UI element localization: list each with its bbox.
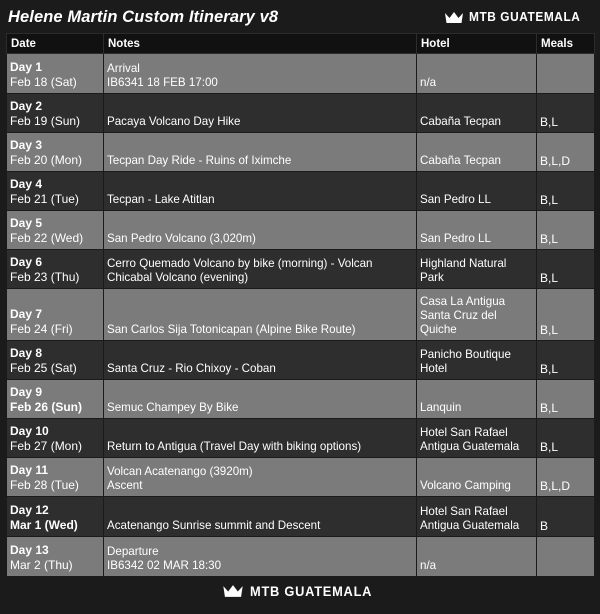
- column-header-meals: Meals: [537, 34, 595, 54]
- day-cell: [7, 341, 104, 380]
- day-date: Mar 2 (Thu): [10, 558, 73, 572]
- table-row: [7, 419, 595, 458]
- day-label: Day 1: [10, 60, 43, 74]
- hotel-cell: [417, 94, 537, 133]
- day-cell: [7, 250, 104, 289]
- meals-cell: B,L,D: [537, 133, 595, 172]
- notes-cell: [104, 537, 417, 577]
- notes-line: Chicabal Volcano (evening): [107, 271, 249, 284]
- hotel-cell: [417, 250, 537, 289]
- notes-line: Tecpan Day Ride - Ruins of Iximche: [107, 154, 292, 167]
- day-cell: [7, 380, 104, 419]
- hotel-line: Hotel: [420, 362, 448, 375]
- table-row: [7, 380, 595, 419]
- hotel-cell: [417, 537, 537, 577]
- notes-line: San Carlos Sija Totonicapan (Alpine Bike Route): [107, 323, 356, 336]
- hotel-cell: [417, 133, 537, 172]
- day-label: Day 7: [10, 307, 43, 321]
- table-row: [7, 250, 595, 289]
- day-label: Day 6: [10, 255, 43, 269]
- notes-line: Acatenango Sunrise summit and Descent: [107, 519, 321, 532]
- day-label: Day 2: [10, 99, 43, 113]
- notes-line: IB6342 02 MAR 18:30: [107, 559, 222, 572]
- notes-line: Arrival: [107, 62, 140, 75]
- hotel-cell: [417, 458, 537, 497]
- table-row: [7, 94, 595, 133]
- hotel-line: Antigua Guatemala: [420, 440, 520, 453]
- hotel-cell: [417, 54, 537, 94]
- meals-cell: B,L: [537, 250, 595, 289]
- day-label: Day 13: [10, 543, 49, 557]
- hotel-line: Park: [420, 271, 444, 284]
- day-cell: [7, 94, 104, 133]
- meals-cell: B,L: [537, 289, 595, 341]
- column-header-date: Date: [7, 34, 104, 54]
- table-row: [7, 172, 595, 211]
- header-bar: [0, 0, 600, 34]
- notes-cell: [104, 94, 417, 133]
- table-row: [7, 54, 595, 94]
- hotel-line: Volcano Camping: [420, 479, 511, 492]
- hotel-line: Hotel San Rafael: [420, 426, 508, 439]
- itinerary-table: [6, 33, 595, 577]
- day-label: Day 8: [10, 346, 43, 360]
- day-date: Feb 26 (Sun): [10, 400, 83, 414]
- day-label: Day 3: [10, 138, 43, 152]
- brand-name: MTB GUATEMALA: [468, 10, 581, 24]
- notes-cell: [104, 341, 417, 380]
- day-cell: [7, 419, 104, 458]
- day-cell: [7, 289, 104, 341]
- notes-cell: [104, 54, 417, 94]
- table-row: [7, 341, 595, 380]
- hotel-cell: [417, 380, 537, 419]
- hotel-line: Lanquin: [420, 401, 462, 414]
- notes-line: Semuc Champey By Bike: [107, 401, 239, 414]
- notes-line: Return to Antigua (Travel Day with biking options): [107, 440, 362, 453]
- notes-line: Ascent: [107, 479, 143, 492]
- hotel-line: Hotel San Rafael: [420, 505, 508, 518]
- notes-line: IB6341 18 FEB 17:00: [107, 76, 218, 89]
- meals-cell: B,L,D: [537, 458, 595, 497]
- hotel-line: Quiche: [420, 323, 457, 336]
- day-date: Feb 27 (Mon): [10, 439, 83, 453]
- notes-cell: [104, 419, 417, 458]
- table-row: [7, 133, 595, 172]
- table-row: [7, 458, 595, 497]
- day-label: Day 5: [10, 216, 43, 230]
- notes-line: Departure: [107, 545, 159, 558]
- footer-brand-name: MTB GUATEMALA: [249, 583, 372, 599]
- table-row: [7, 537, 595, 577]
- column-header-notes: Notes: [104, 34, 417, 54]
- day-cell: [7, 211, 104, 250]
- hotel-line: Antigua Guatemala: [420, 519, 520, 532]
- notes-cell: [104, 250, 417, 289]
- table-header-row: [7, 34, 595, 54]
- day-date: Feb 19 (Sun): [10, 114, 81, 128]
- notes-cell: [104, 133, 417, 172]
- day-cell: [7, 537, 104, 577]
- day-label: Day 9: [10, 385, 43, 399]
- meals-cell: B,L: [537, 211, 595, 250]
- hotel-line: Santa Cruz del: [420, 309, 497, 322]
- day-date: Feb 21 (Tue): [10, 192, 79, 206]
- notes-cell: [104, 380, 417, 419]
- meals-cell: B,L: [537, 341, 595, 380]
- hotel-line: Casa La Antigua: [420, 295, 506, 308]
- day-date: Feb 22 (Wed): [10, 231, 84, 245]
- notes-line: Santa Cruz - Rio Chixoy - Coban: [107, 362, 276, 375]
- notes-cell: [104, 289, 417, 341]
- meals-cell: B,L: [537, 380, 595, 419]
- meals-cell: B,L: [537, 94, 595, 133]
- hotel-line: Cabaña Tecpan: [420, 115, 502, 128]
- hotel-line: San Pedro LL: [420, 193, 491, 206]
- hotel-line: n/a: [420, 76, 437, 89]
- hotel-line: Cabaña Tecpan: [420, 154, 502, 167]
- day-date: Mar 1 (Wed): [10, 518, 78, 532]
- hotel-cell: [417, 419, 537, 458]
- hotel-cell: [417, 341, 537, 380]
- day-cell: [7, 458, 104, 497]
- table-row: [7, 211, 595, 250]
- notes-line: Tecpan - Lake Atitlan: [107, 193, 215, 206]
- notes-cell: [104, 172, 417, 211]
- meals-cell: [537, 537, 595, 577]
- meals-cell: B,L: [537, 419, 595, 458]
- hotel-cell: [417, 497, 537, 537]
- notes-cell: [104, 497, 417, 537]
- page-title: Helene Martin Custom Itinerary v8: [8, 7, 279, 26]
- hotel-cell: [417, 211, 537, 250]
- footer-brand: [0, 576, 600, 606]
- notes-cell: [104, 211, 417, 250]
- brand-logo: [444, 10, 586, 24]
- hotel-cell: [417, 289, 537, 341]
- day-label: Day 10: [10, 424, 49, 438]
- notes-cell: [104, 458, 417, 497]
- day-cell: [7, 54, 104, 94]
- table-row: [7, 497, 595, 537]
- hotel-line: Panicho Boutique: [420, 348, 511, 361]
- hotel-cell: [417, 172, 537, 211]
- hotel-line: Highland Natural: [420, 257, 507, 270]
- day-date: Feb 28 (Tue): [10, 478, 79, 492]
- hotel-line: n/a: [420, 559, 437, 572]
- day-label: Day 4: [10, 177, 43, 191]
- day-date: Feb 25 (Sat): [10, 361, 77, 375]
- crown-logo-icon: [444, 11, 464, 24]
- meals-cell: B: [537, 497, 595, 537]
- hotel-line: San Pedro LL: [420, 232, 491, 245]
- meals-cell: B,L: [537, 172, 595, 211]
- crown-logo-icon: [222, 584, 244, 598]
- day-cell: [7, 133, 104, 172]
- day-cell: [7, 172, 104, 211]
- day-date: Feb 20 (Mon): [10, 153, 83, 167]
- day-label: Day 11: [10, 463, 49, 477]
- day-label: Day 12: [10, 503, 49, 517]
- notes-line: Cerro Quemado Volcano by bike (morning) - Volcan: [107, 257, 373, 270]
- notes-line: Volcan Acatenango (3920m): [107, 465, 253, 478]
- day-date: Feb 18 (Sat): [10, 75, 77, 89]
- notes-line: San Pedro Volcano (3,020m): [107, 232, 256, 245]
- notes-line: Pacaya Volcano Day Hike: [107, 115, 241, 128]
- day-date: Feb 24 (Fri): [10, 322, 73, 336]
- day-date: Feb 23 (Thu): [10, 270, 80, 284]
- day-cell: [7, 497, 104, 537]
- meals-cell: [537, 54, 595, 94]
- table-row: [7, 289, 595, 341]
- column-header-hotel: Hotel: [417, 34, 537, 54]
